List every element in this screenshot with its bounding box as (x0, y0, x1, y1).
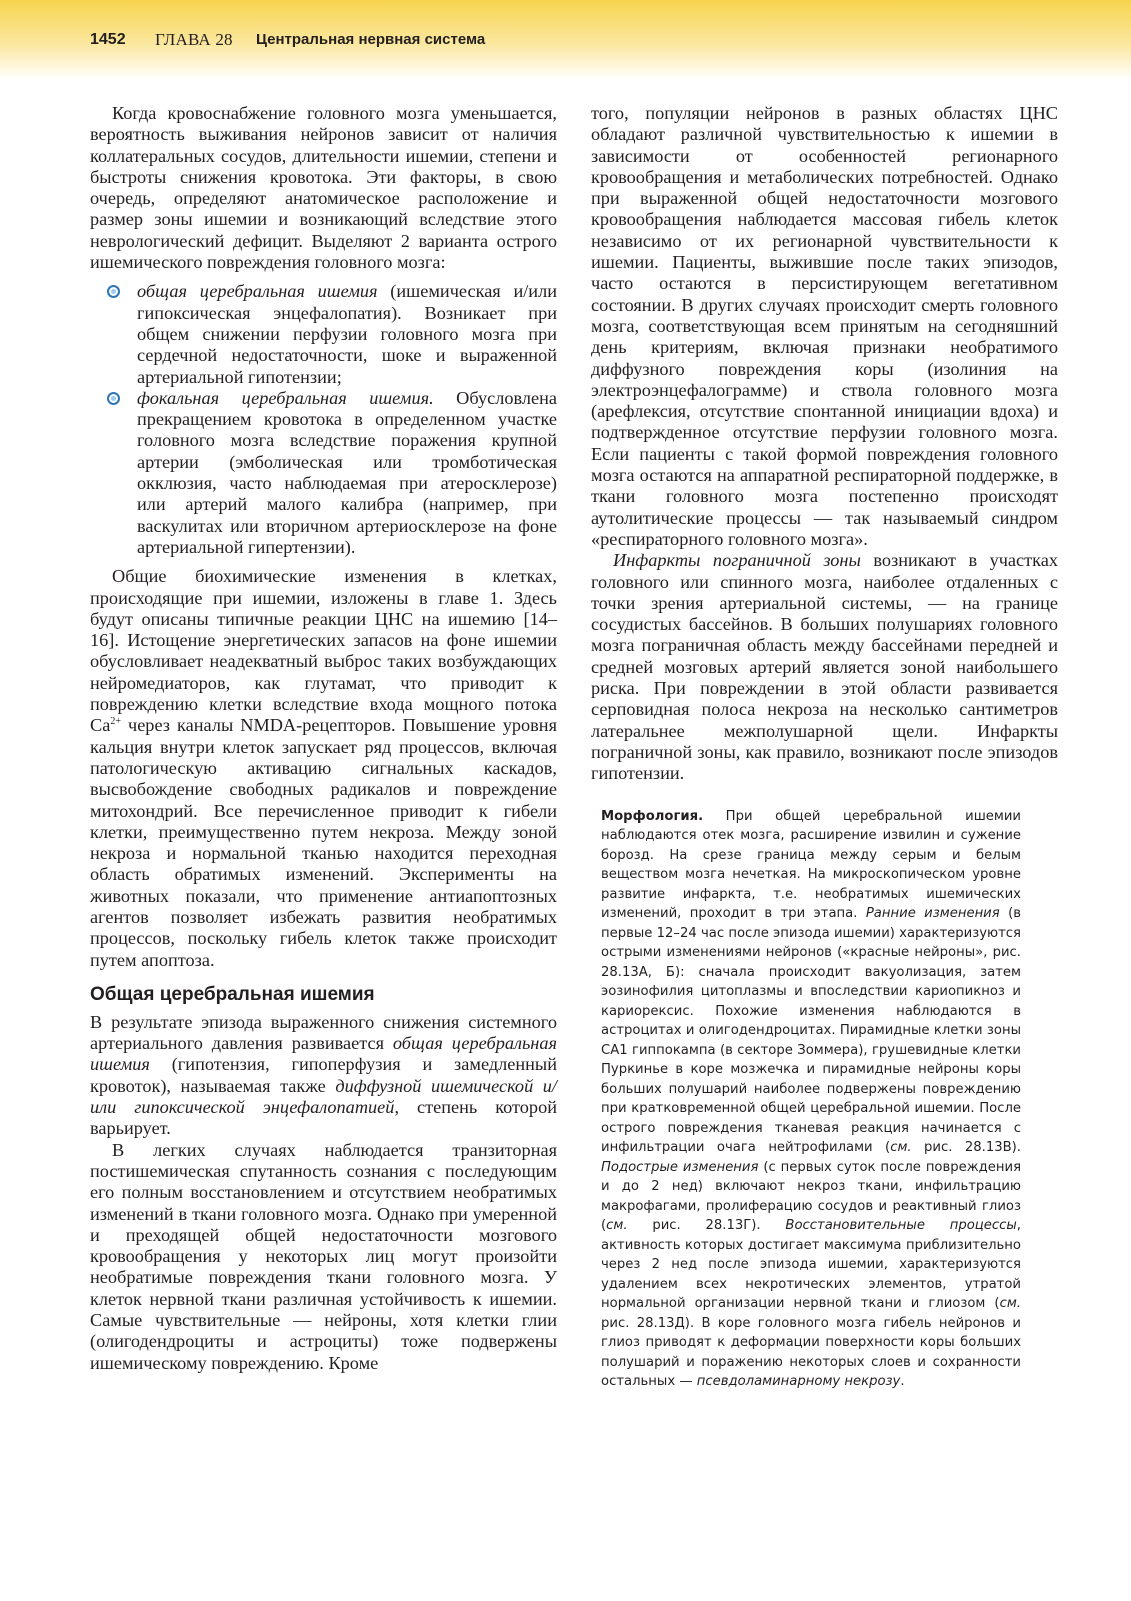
italic-term: см. (999, 1296, 1021, 1311)
morphology-block (591, 807, 1021, 1392)
text-run: . (900, 1374, 905, 1389)
morphology-label: Морфология. (601, 808, 704, 824)
paragraph-border-zone (591, 550, 1058, 784)
italic-term: Подострые изменения (601, 1159, 759, 1175)
bullet-icon (107, 392, 120, 405)
paragraph-continuation: того, популяции нейронов в разных областях ЦНС обладают различной чувствительностью к ишемии в зависимости от особенностей регионарного кровообращения и метаболических потребностей. Однако при выраженной общей недостаточности мозгового кровообращения наблюдается массовая гибель клеток независимо от их регионарной чувствительности к ишемии. Пациенты, выжившие после таких эпизодов, часто остаются в персистирующем вегетативном состоянии. В других случаях происходит смерть головного мозга, соответствующая всем принятым на сегодняшний день критериям, включая признаки необратимого диффузного повреждения коры (изолиния на электроэнцефалограмме) и ствола головного мозга (арефлексия, отсутствие спонтанной инициации вдоха) и подтвержденное отсутствие перфузии головного мозга. Если пациенты с такой формой повреждения головного мозга остаются на аппаратной респираторной поддержке, в ткани головного мозга постепенно происходят аутолитические процессы — так называемый синдром «респираторного головного мозга». (591, 103, 1058, 549)
bullet-icon (107, 285, 120, 298)
text-run: (с первых суток после повреждения и до 2 нед) включают некроз ткани, инфильтрацию макрофагами, пролиферацию сосудов и реактивный глиоз ( (601, 1159, 1021, 1233)
text-run: возникают в участках головного или спинного мозга, наиболее отдаленных с точки зрения артериальной системы, — на границе сосудистых бассейнов. В больших полушариях головного мозга пограничная область между бассейнами передней и средней мозговых артерий является зоной наибольшего риска. При повреждении в этой области развивается серповидная полоса некроза на несколько сантиметров латеральнее межполушарной щели. Инфаркты пограничной зоны, как правило, возникают после эпизодов гипотензии. (591, 550, 1058, 784)
text-run: через каналы NMDA-рецепторов. Повышение уровня кальция внутри клеток запускает ряд процессов, включая патологическую активацию сигнальных каскадов, высвобождение свободных радикалов и повреждение митохондрий. Все перечисленное приводит к гибели клетки, преимущественно путем некроза. Между зоной некроза и нормальной тканью находится переходная область обратимых изменений. Эксперименты на животных показали, что применение антиапоптозных агентов позволяет избежать развития необратимых процессов, поскольку гибель клеток также происходит путем апоптоза. (90, 715, 557, 970)
paragraph-biochemistry (90, 566, 557, 971)
ischemia-types-list (90, 281, 557, 558)
text-run: При общей церебральной ишемии наблюдаются отек мозга, расширение извилин и сужение борозд. На срезе граница между серым и белым веществом мозга нечеткая. На микроскопическом уровне развитие инфаркта, т.е. необратимых ишемических изменений, проходит в три этапа. (601, 808, 1021, 921)
italic-term: Ранние изменения (865, 906, 1000, 921)
list-item (137, 281, 557, 387)
page-number: 1452 (90, 31, 126, 48)
text-run: В результате эпизода выраженного снижения системного артериального давления развивается (90, 1011, 557, 1054)
text-run: рис. 28.13В). (911, 1140, 1022, 1155)
italic-term: псевдоламинарному некрозу (696, 1374, 901, 1389)
paragraph-mild-cases: В легких случаях наблюдается транзиторная постишемическая спутанность сознания с последующим его полным восстановлением и отсутствием необратимых изменений в ткани головного мозга. Однако при умеренной и преходящей общей недостаточности мозгового кровообращения у некоторых лиц могут произойти необратимые повреждения ткани головного мозга. У клеток нервной ткани различная устойчивость к ишемии. Самые чувствительные — нейроны, хотя клетки глии (олигодендроциты и астроциты) тоже подвержены ишемическому повреждению. Кроме (90, 1139, 557, 1373)
text-run: рис. 28.13Д). В коре головного мозга гибель нейронов и глиоз приводят к деформации поверхности коры больших полушарий и поражению некоторых слоев и сохранности остальных — (601, 1315, 1021, 1389)
section-heading: Общая церебральная ишемия (90, 983, 375, 1005)
italic-term: см. (890, 1140, 912, 1155)
text-run: , степень которой варьирует. (90, 1097, 557, 1139)
running-header (0, 0, 1131, 80)
italic-term: Восстановительные процессы (785, 1218, 1017, 1233)
paragraph-intro: Когда кровоснабжение головного мозга уменьшается, вероятность выживания нейронов зависит от наличия коллатеральных сосудов, длительности ишемии, степени и быстроты снижения кровотока. Эти факторы, в свою очередь, определяют анатомическое расположение и размер зоны ишемии и возникающий вследствие этого неврологический дефицит. Выделяют 2 варианта острого ишемического повреждения головного мозга: (90, 103, 557, 273)
text-run: рис. 28.13Г). (627, 1218, 786, 1233)
term-global-ischemia: общая церебральная ишемия (137, 281, 378, 302)
right-column (591, 103, 1058, 1392)
text-run: Общие биохимические изменения в клетках, происходящие при ишемии, изложены в главе 1. Здесь будут описаны типичные реакции ЦНС на ишемию [14–16]. Истощение энергетических запасов на фоне ишемии обусловливает неадекватный выброс таких возбуждающих нейромедиаторов, как глутамат, что приводит к повреждению клетки вследствие входа мощного потока Ca (90, 566, 557, 736)
text-run: (гипотензия, гипоперфузия и замедленный кровоток), называемая также (90, 1054, 557, 1096)
italic-term: общая церебральная ишемия (90, 1033, 557, 1075)
chapter-title: Центральная нервная система (256, 31, 486, 48)
italic-term: Инфаркты пограничной зоны (613, 550, 861, 571)
term-focal-ischemia: фокальная церебральная ишемия. (137, 387, 434, 408)
italic-term: см. (606, 1218, 628, 1233)
text-run: (в первые 12–24 час после эпизода ишемии) характеризуются острыми изменениями нейронов («красные нейроны», рис. 28.13А, Б): сначала происходит вакуолизация, затем эозинофилия цитоплазмы и впоследствии кариопикноз и кариорексис. Похожие изменения наблюдаются в астроцитах и олигодендроцитах. Пирамидные клетки зоны CA1 гиппокампа (в секторе Зоммера), грушевидные клетки Пуркинье в коре мозжечка и пирамидные нейроны коры больших полушарий наиболее подвержены повреждению при кратковременной общей церебральной ишемии. После острого повреждения тканевая реакция начинается с инфильтрации очага нейтрофилами ( (601, 906, 1021, 1155)
superscript: 2+ (110, 716, 121, 728)
text-run: , активность которых достигает максимума приблизительно через 2 нед после эпизода ишемии, характеризуются удалением всех некротических элементов, утратой нормальной организации нервной ткани и глиозом ( (601, 1218, 1021, 1311)
list-item-text: (ишемическая и/или гипоксическая энцефалопатия). Возникает при общем снижении перфузии головного мозга при сердечной недостаточности, шоке и выраженной артериальной гипотензии; (137, 281, 557, 387)
left-column (90, 103, 557, 1374)
list-item-text: Обусловлена прекращением кровотока в определенном участке головного мозга вследствие поражения крупной артерии (эмболическая или тромботическая окклюзия, часто наблюдаемая при атеросклерозе) или артерий малого калибра (например, при васкулитах или вторичном артериосклерозе на фоне артериальной гипертензии). (137, 387, 557, 557)
paragraph-global-ischemia (90, 1012, 557, 1140)
list-item (137, 388, 557, 558)
italic-term: диффузной ишемической и/или гипоксической энцефалопатией (90, 1075, 557, 1118)
chapter-label: ГЛАВА 28 (155, 30, 233, 49)
